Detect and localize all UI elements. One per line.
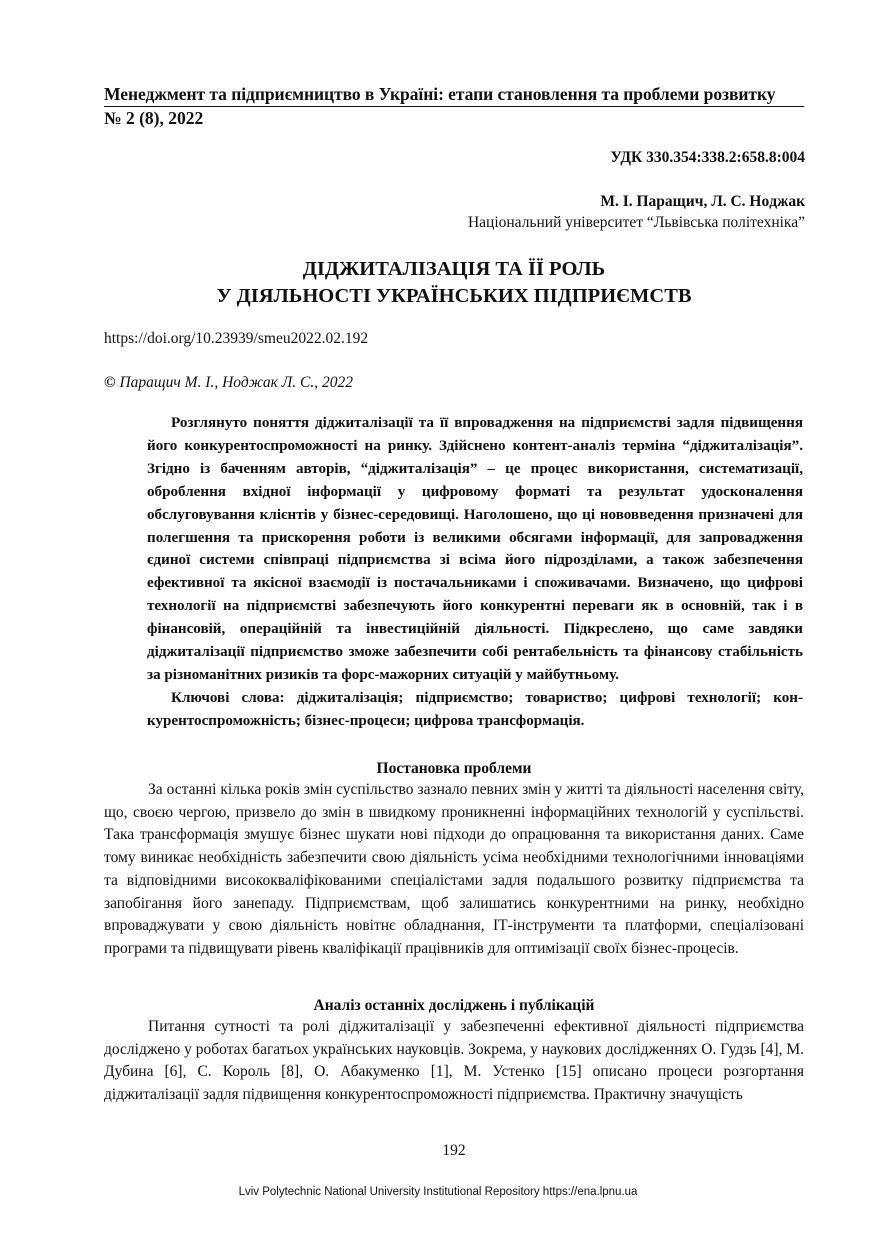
abstract — [147, 412, 803, 733]
section-heading: Постановка проблеми — [376, 760, 532, 777]
header-rule — [104, 106, 804, 107]
section-paragraph: Питання сутності та ролі діджиталізації у забезпеченні ефективної діяльності підприємства досліджено у роботах багатьох українських науковців. Зокрема, у наукових дослідженнях О. Гудзь [4], М. Дубина [6], С. Король [8], О. Абакуменко [1], М. Устенко [15] описано процеси розгортання діджиталізації задля підвищення конкурентоспроможності підприємства. Практичну значущість — [104, 1018, 804, 1104]
authors: М. І. Паращич, Л. С. Нoджак — [600, 193, 805, 210]
copyright-text: Паращич М. І., Ноджак Л. С., 2022 — [119, 374, 353, 391]
copyright — [104, 374, 353, 392]
article-title-line-2: У ДІЯЛЬНОСТІ УКРАЇНСЬКИХ ПІДПРИЄМСТВ — [216, 285, 692, 307]
section-paragraph: За останні кілька років змін суспільство зазнало певних змін у житті та діяльності населення світу, що, своєю чергою, призвело до змін в швидкому проникненні інформаційних технологій у суспільстві. Така трансформація змушує бізнес шукати нові підходи до опрацювання та використання даних. Саме тому виникає необхідність забезпечити свою діяльність усіма необхідними технологічними інноваціями та відповідними висококваліфікованими спеціалістами задля подальшого розвитку підприємства та запобігання його занепаду. Підприємствам, щоб залишатись конкурентними на ринку, необхідно впроваджувати у свою діяльність новітнє обладнання, ІТ-інструменти та платформи, спеціалізовані програми та підвищувати рівень кваліфікації працівників для оптимізації своїх бізнес-процесів. — [104, 781, 804, 957]
issue-number: № 2 (8), 2022 — [104, 108, 204, 128]
page-number: 192 — [442, 1142, 466, 1159]
abstract-text: Розглянуто поняття діджиталізації та її впровадження на підприємстві задля підвищення його конкурентоспроможності на ринку. Здійснено контент-аналіз терміна “діджиталізація”. Згідно із баченням авторів, “діджиталізація” – це процес використання, систематизації, оброблення вхідної інформації у цифровому форматі та результат удосконалення обслуговування клієнтів у бізнес-середовищі. Наголошено, що ці нововведення призначені для полегшення та прискорення роботи із великими обсягами інформації, для запровадження єдиної системи співпраці підприємства зі всіма його підрозділами, а також забезпечення ефективної та якісної взаємодії із постачальниками і споживачами. Визначено, що цифрові технології на підприємстві забезпечують його конкурентні переваги як в основній, так і в фінансовій, операційній та інвестиційній діяльності. Підкреслено, що саме завдяки діджиталізації підприємство зможе забезпечити собі рентабельність та фінансову стабільність за різноманітних ризиків та форс-мажорних ситуацій у майбутньому. — [147, 415, 803, 683]
affiliation: Національний університет “Львівська політехніка” — [467, 214, 805, 231]
section-heading: Аналіз останніх досліджень і публікацій — [313, 997, 595, 1014]
journal-title: Менеджмент та підприємництво в Україні: етапи становлення та проблеми розвитку — [104, 84, 776, 104]
copyright-icon: © — [104, 374, 116, 391]
repository-footer: Lviv Polytechnic National University Institutional Repository https://ena.lpnu.ua — [238, 1186, 638, 1198]
keywords: Ключові слова: діджиталізація; підприємство; товариство; цифрові технології; конкурентоспроможність; бізнес-процеси; цифрова трансформація. — [147, 689, 803, 729]
doi-link[interactable]: https://doi.org/10.23939/smeu2022.02.192 — [104, 330, 369, 347]
article-title-line-1: ДІДЖИТАЛІЗАЦІЯ ТА ЇЇ РОЛЬ — [302, 258, 606, 280]
udk-code: УДК 330.354:338.2:658.8:004 — [610, 149, 805, 166]
